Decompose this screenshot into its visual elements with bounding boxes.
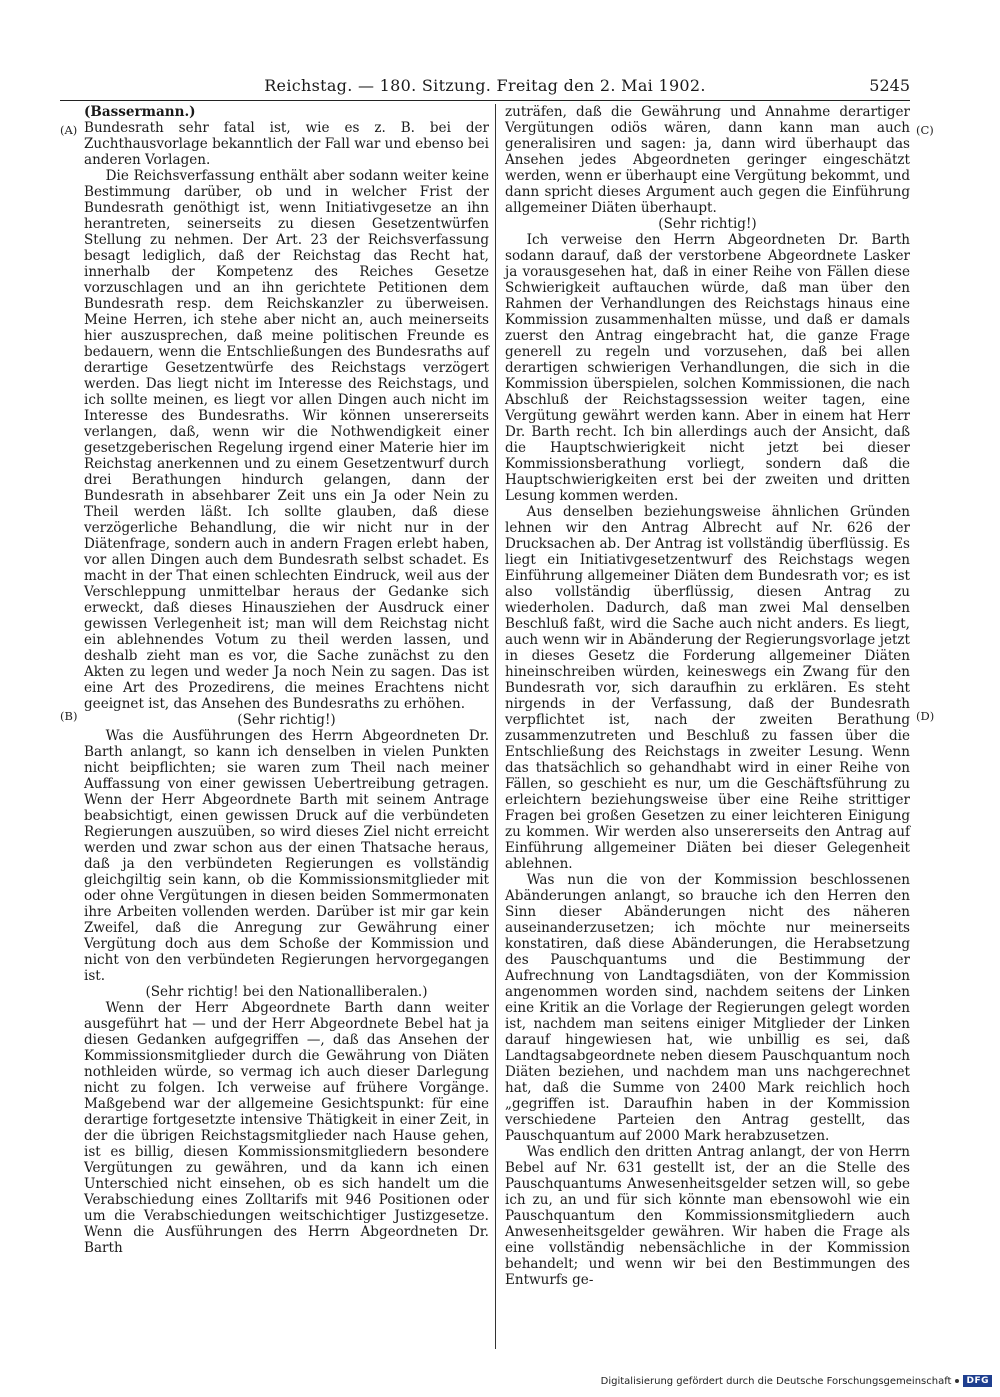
paragraph: Ich verweise den Herrn Abgeordneten Dr. Barth sodann darauf, daß der verstorbene Abgeordnete Lasker ja vorausgesehen hat, daß in einer Reihe von Fällen diese Schwierigkeit auftauchen würde, daß man über den Rahmen der Verhandlungen des Reichstags hinaus eine Kommission zusammenhalten müsse, und daß er damals zuerst den Antrag eingebracht hat, die ganze Frage generell zu regeln und vorzusehen, daß bei allen derartigen schwierigen Verhandlungen, die sich in die Kommission überspielen, solchen Kommissionen, die nach Abschluß der Reichstagssession weiter tagen, eine Vergütung gewährt werden kann. Aber in einem hat Herr Dr. Barth recht. Ich bin allerdings auch der Ansicht, daß die Hauptschwierigkeit nicht jetzt bei dieser Kommissionsberathung vorliegt, sondern daß die Hauptschwierigkeiten erst bei der zweiten und dritten Lesung kommen werden. [505,232,910,504]
dfg-logo: DFG [963,1375,992,1387]
paragraph: Was die Ausführungen des Herrn Abgeordneten Dr. Barth anlangt, so kann ich denselben in vielen Punkten nicht beipflichten; sie waren zum Theil nach meiner Auffassung von einer gewissen Uebertreibung getragen. Wenn der Herr Abgeordnete Barth mit seinem Antrage beabsichtigt, einen gewissen Druck auf die verbündeten Regierungen auszuüben, so wird dieses Ziel nicht erreicht werden und zwar schon aus der einen Thatsache heraus, daß ja den verbündeten Regierungen es vollständig gleichgiltig sein kann, ob die Kommissionsmitglieder mit oder ohne Vergütungen in diesen beiden Sommermonaten ihre Arbeiten vollenden werden. Darüber ist mir gar kein Zweifel, daß die Anregung zur Gewährung einer Vergütung doch aus dem Schoße der Kommission und nicht von den verbündeten Regierungen hervorgegangen ist. [84,728,489,984]
margin-marker-c: (C) [916,123,934,137]
left-column [84,104,489,1256]
paragraph: Wenn der Herr Abgeordnete Barth dann weiter ausgeführt hat — und der Herr Abgeordnete Bebel hat ja diesen Gedanken aufgegriffen —, daß das Ansehen der Kommissionsmitglieder durch die Gewährung von Diäten nothleiden würde, so vermag ich auch dieser Darlegung nicht zu folgen. Ich verweise auf frühere Vorgänge. Maßgebend war der allgemeine Gesichtspunkt: für eine derartige fortgesetzte intensive Thätigkeit in einer Zeit, in der die übrigen Reichstagsmitglieder nach Hause gehen, ist es billig, diesen Kommissionsmitgliedern besondere Vergütungen zu gewähren, und da kann ich einen Unterschied nicht einsehen, ob es sich handelt um die Verabschiedung eines Zolltarifs mit 946 Positionen oder um die Verabschiedungen weitschichtiger Justizgesetze. Wenn die Ausführungen des Herrn Abgeordneten Dr. Barth [84,1000,489,1256]
margin-marker-a: (A) [60,123,78,137]
footer-credit [601,1375,992,1387]
interjection: (Sehr richtig!) [237,712,336,728]
paragraph: Was endlich den dritten Antrag anlangt, der von Herrn Bebel auf Nr. 631 gestellt ist, der an die Stelle des Pauschquantums Anwesenheitsgelder setzen will, so gebe ich zu, an und für sich könnte man ebensowohl wie ein Pauschquantum den Kommissionsmitgliedern auch Anwesenheitsgelder gewähren. Wir haben die Frage als eine vollständig nebensächliche in der Kommission behandelt; und wenn wir bei den Bestimmungen des Entwurfs ge- [505,1144,910,1288]
paragraph-continuation: zuträfen, daß die Gewährung und Annahme derartiger Vergütungen odiös wären, dann kann man auch generalisiren und sagen: ja, dann wird überhaupt das Ansehen jedes Abgeordneten geringer eingeschätzt werden, wenn er überhaupt eine Vergütung bekommt, und dann spricht dieses Argument auch gegen die Einführung allgemeiner Diäten überhaupt. [505,104,910,216]
bullet-icon [955,1379,959,1383]
paragraph-continuation: Bundesrath sehr fatal ist, wie es z. B. bei der Zuchthausvorlage bekanntlich der Fall war und ebenso bei anderen Vorlagen. [84,120,489,168]
paragraph: Die Reichsverfassung enthält aber sodann weiter keine Bestimmung darüber, ob und in welcher Frist der Bundesrath genöthigt ist, wenn Initiativgesetze an ihn herantreten, seinerseits zu diesen Gesetzentwürfen Stellung zu nehmen. Der Art. 23 der Reichsverfassung besagt lediglich, daß der Reichstag das Recht hat, innerhalb der Kompetenz des Reiches Gesetze vorzuschlagen und an ihn gerichtete Petitionen dem Bundesrath resp. dem Reichskanzler zu überweisen. Meine Herren, ich stehe aber nicht an, auch meinerseits hier auszusprechen, daß meine politischen Freunde es bedauern, wenn die Entschließungen des Bundesraths auf derartige Gesetzentwürfe des Reichstags verzögert werden. Das liegt nicht im Interesse des Reichstags, und ich sollte meinen, es liegt vor allen Dingen auch nicht im Interesse des Bundesraths. Wir können unsererseits verlangen, daß, wenn wir die Nothwendigkeit einer gesetzgeberischen Regelung irgend einer Materie hier im Reichstag anerkennen und zu einem Gesetzentwurf durch drei Berathungen hindurch gelangen, dann der Bundesrath in absehbarer Zeit uns ein Ja oder Nein zu Theil werden läßt. Ich sollte glauben, daß diese verzögerliche Behandlung, die wir nicht nur in der Diätenfrage, sondern auch in andern Fragen erlebt haben, vor allen Dingen auch dem Bundesrath selbst schadet. Es macht in der That einen schlechten Eindruck, weil aus der Verschleppung unmittelbar heraus der Gedanke sich erweckt, daß dieses Hinausziehen der Ausdruck einer gewissen Verlegenheit ist; man will dem Reichstag nicht ein ablehnendes Votum zu theil werden lassen, und deshalb zieht man es vor, die Sache zunächst zu den Akten zu legen und weder Ja noch Nein zu sagen. Das ist eine Art des Prozedirens, die meines Erachtens nicht geeignet ist, das Ansehen des Bundesraths zu erhöhen. [84,168,489,712]
paragraph: Was nun die von der Kommission beschlossenen Abänderungen anlangt, so brauche ich den Herren den Sinn dieser Abänderungen nicht des näheren auseinanderzusetzen; ich möchte nur meinerseits konstatiren, daß diese Abänderungen, die Herabsetzung des Pauschquantums und die Bestimmung der Aufrechnung von Landtagsdiäten, von der Kommission angenommen worden sind, nachdem seitens der Linken eine Kritik an die Vorlage der Regierungen gelegt worden ist, nachdem man seitens einiger Mitglieder der Linken darauf hingewiesen hat, wie unbillig es sei, daß Landtagsabgeordnete neben diesem Pauschquantum noch Diäten beziehen, und nachdem man uns nachgerechnet hat, daß die Summe von 2400 Mark reichlich hoch „gegriffen ist. Daraufhin haben in der Kommission verschiedene Parteien den Antrag gestellt, das Pauschquantum auf 2000 Mark herabzusetzen. [505,872,910,1144]
running-header [60,74,910,101]
column-divider [495,104,496,1349]
margin-marker-b: (B) [60,709,78,723]
speaker-name: (Bassermann.) [84,104,196,120]
footer-text: Digitalisierung gefördert durch die Deutsche Forschungsgemeinschaft [600,1375,952,1387]
page-number: 5245 [869,76,910,95]
interjection: (Sehr richtig! bei den Nationalliberalen.) [145,984,428,1000]
interjection: (Sehr richtig!) [658,216,757,232]
right-column [505,104,910,1288]
paragraph: Aus denselben beziehungsweise ähnlichen Gründen lehnen wir den Antrag Albrecht auf Nr. 626 der Drucksachen ab. Der Antrag ist vollständig überflüssig. Es liegt ein Initiativgesetzentwurf des Reichstags wegen Einführung allgemeiner Diäten dem Bundesrath vor; es ist also vollständig überflüssig, diesen Antrag zu wiederholen. Dadurch, daß man zwei Mal denselben Beschluß faßt, wird die Sache auch nicht anders. Es liegt, auch wenn wir in Abänderung der Regierungsvorlage jetzt in dieses Gesetz die Forderung allgemeiner Diäten hineinschreiben würden, keineswegs ein Zwang für den Bundesrath vor, sich daraufhin zu erklären. Es steht nirgends in der Verfassung, daß der Bundesrath verpflichtet ist, nach der zweiten Berathung zusammenzutreten und Beschluß zu fassen über die Entschließung des Reichstags in zweiter Lesung. Wenn das thatsächlich so gehandhabt wird in einer Reihe von Fällen, so geschieht es nur, um die Geschäftsführung zu erleichtern beziehungsweise über eine Reihe strittiger Fragen bei großen Gesetzen zu einer leichteren Einigung zu kommen. Wir werden also unsererseits den Antrag auf Einführung allgemeiner Diäten bei dieser Gelegenheit ablehnen. [505,504,910,872]
running-head-title: Reichstag. — 180. Sitzung. Freitag den 2. Mai 1902. [264,76,706,95]
margin-marker-d: (D) [916,709,935,723]
